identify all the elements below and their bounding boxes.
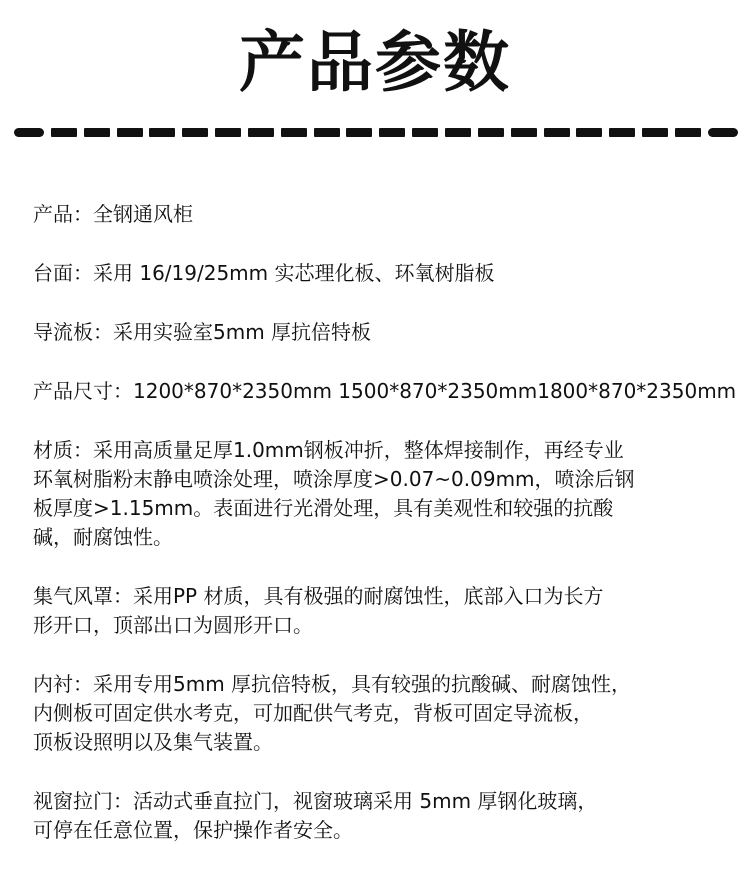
parameter-line: 视窗拉门：活动式垂直拉门，视窗玻璃采用 5mm 厚钢化玻璃， <box>33 789 598 813</box>
parameter-line: 材质：采用高质量足厚1.0mm钢板冲折，整体焊接制作，再经专业 <box>33 438 624 462</box>
parameter-line: 顶板设照明以及集气装置。 <box>33 730 273 754</box>
divider-dash <box>182 128 208 137</box>
parameter-line: 导流板：采用实验室5mm 厚抗倍特板 <box>33 320 372 344</box>
divider-dash <box>84 128 110 137</box>
divider-dash <box>642 128 668 137</box>
parameter-line: 集气风罩：采用PP 材质，具有极强的耐腐蚀性，底部入口为长方 <box>33 584 604 608</box>
parameter-item <box>33 436 743 552</box>
parameter-item <box>33 670 743 757</box>
divider-dash <box>544 128 570 137</box>
parameter-item <box>33 582 743 640</box>
divider-dash <box>314 128 340 137</box>
parameter-line: 可停在任意位置，保护操作者安全。 <box>33 818 353 842</box>
divider-dash <box>675 128 701 137</box>
parameter-line: 台面：采用 16/19/25mm 实芯理化板、环氧树脂板 <box>33 261 495 285</box>
parameter-line: 产品尺寸：1200*870*2350mm 1500*870*2350mm1800*870*2350mm <box>33 379 737 403</box>
divider-dash <box>117 128 143 137</box>
parameter-line: 形开口，顶部出口为圆形开口。 <box>33 613 313 637</box>
parameter-item <box>33 259 743 288</box>
divider-dash <box>609 128 635 137</box>
parameter-item <box>33 318 743 347</box>
divider-dash <box>215 128 241 137</box>
parameter-line: 板厚度>1.15mm。表面进行光滑处理，具有美观性和较强的抗酸 <box>33 496 614 520</box>
page-title: 产品参数 <box>239 24 511 101</box>
parameter-line: 内衬：采用专用5mm 厚抗倍特板，具有较强的抗酸碱、耐腐蚀性， <box>33 672 632 696</box>
parameter-line: 碱，耐腐蚀性。 <box>33 525 173 549</box>
divider-dash <box>445 128 471 137</box>
parameter-line: 产品：全钢通风柜 <box>33 202 193 226</box>
divider-dash <box>412 128 438 137</box>
divider-dash <box>379 128 405 137</box>
parameter-line: 环氧树脂粉末静电喷涂处理，喷涂厚度>0.07~0.09mm，喷涂后钢 <box>33 467 635 491</box>
parameter-item <box>33 787 743 845</box>
divider-dash <box>708 128 738 137</box>
divider-dash <box>478 128 504 137</box>
divider-dash <box>149 128 175 137</box>
divider-dash <box>511 128 537 137</box>
divider-dash <box>576 128 602 137</box>
divider-dash <box>248 128 274 137</box>
parameter-item <box>33 200 743 229</box>
divider-dash <box>51 128 77 137</box>
dashed-divider <box>14 127 738 137</box>
parameter-line: 内侧板可固定供水考克，可加配供气考克，背板可固定导流板， <box>33 701 593 725</box>
parameter-list <box>33 200 743 845</box>
divider-dash <box>346 128 372 137</box>
parameter-item <box>33 377 743 406</box>
divider-dash <box>14 128 44 137</box>
divider-dash <box>281 128 307 137</box>
